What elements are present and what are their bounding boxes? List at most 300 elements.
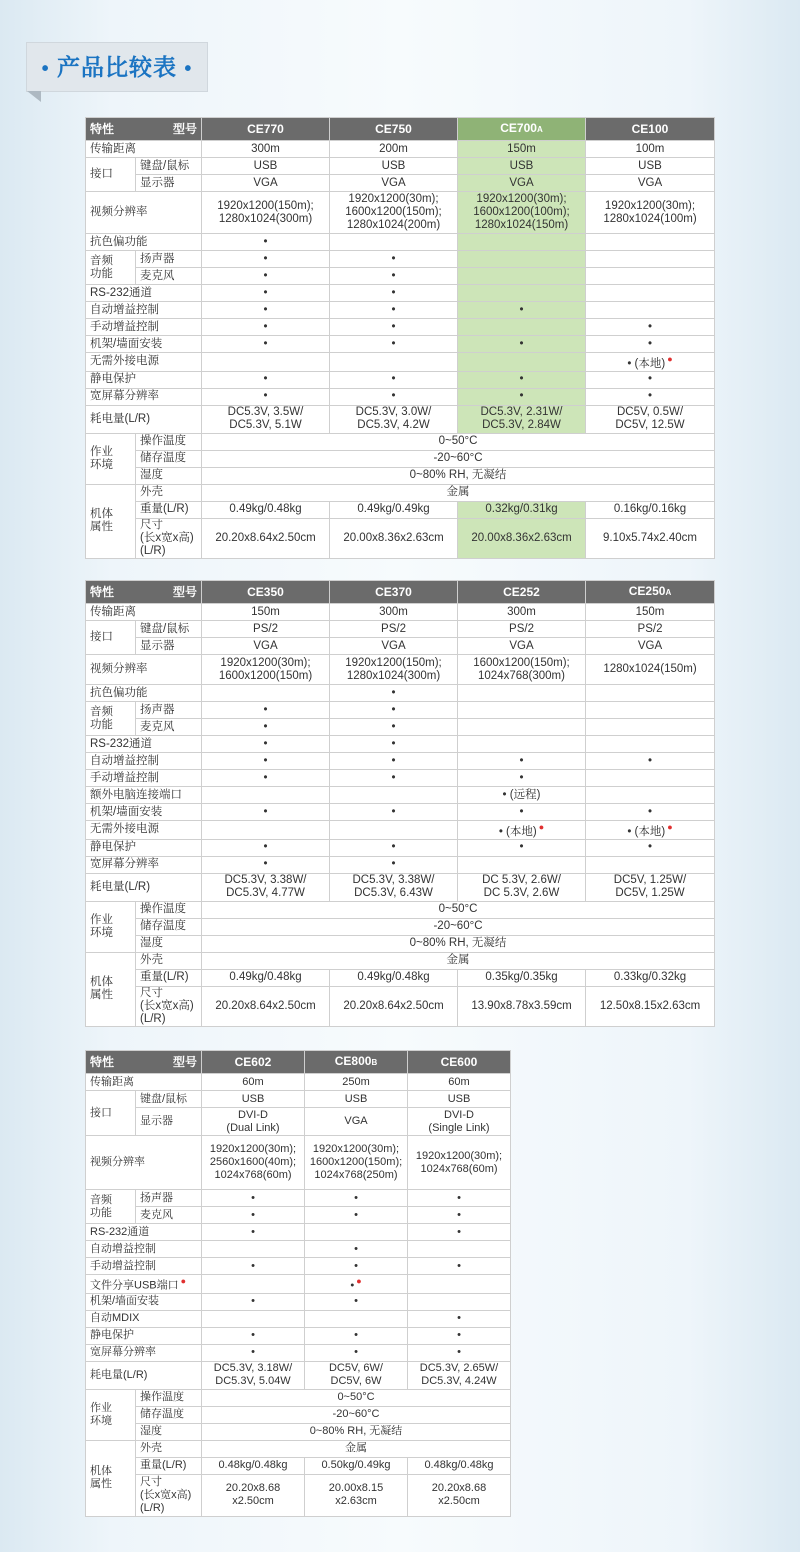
cell: • <box>202 1224 305 1241</box>
cell <box>458 353 586 372</box>
table-row <box>86 856 715 873</box>
cell: • <box>202 1327 305 1344</box>
cell: 20.00x8.15 x2.63cm <box>305 1474 408 1516</box>
row-label: 操作温度 <box>136 433 202 450</box>
cell: PS/2 <box>330 621 458 638</box>
row-label: 尺寸 (长x宽x高) (L/R) <box>136 518 202 558</box>
group-label: 机体 属性 <box>86 484 136 558</box>
cell: 20.20x8.64x2.50cm <box>202 986 330 1026</box>
cell: • <box>305 1327 408 1344</box>
row-label: 手动增益控制 <box>86 1258 202 1275</box>
cell <box>458 702 586 719</box>
table-row <box>86 1293 511 1310</box>
span-cell: 0~50°C <box>202 433 715 450</box>
cell: • <box>330 685 458 702</box>
table-row <box>86 1474 511 1516</box>
cell: 150m <box>586 604 715 621</box>
cell: • <box>330 319 458 336</box>
corner-cell <box>86 118 202 141</box>
row-label: 储存温度 <box>136 918 202 935</box>
cell: • <box>330 736 458 753</box>
row-label: 显示器 <box>136 638 202 655</box>
row-label: 抗色偏功能 <box>86 234 202 251</box>
cell <box>586 353 715 372</box>
cell: DVI-D (Single Link) <box>408 1108 511 1136</box>
cell: • <box>305 1190 408 1207</box>
table-row <box>86 450 715 467</box>
footnote-marker: ● <box>667 354 673 364</box>
row-label: 显示器 <box>136 175 202 192</box>
row-label: 耗电量(L/R) <box>86 405 202 433</box>
table-row <box>86 1091 511 1108</box>
model-header: CE252 <box>458 581 586 604</box>
cell <box>458 856 586 873</box>
cell: 1920x1200(30m); 2560x1600(40m); 1024x768(60m) <box>202 1136 305 1190</box>
row-label: 操作温度 <box>136 1389 202 1406</box>
cell: • <box>586 753 715 770</box>
cell: • <box>330 719 458 736</box>
row-label: 传输距离 <box>86 1074 202 1091</box>
row-label: 无需外接电源 <box>86 353 202 372</box>
table-row <box>86 787 715 804</box>
row-label: 麦克风 <box>136 719 202 736</box>
corner-feature: 特性 <box>90 584 115 599</box>
table-row <box>86 621 715 638</box>
cell <box>586 736 715 753</box>
table-row <box>86 302 715 319</box>
cell: 60m <box>202 1074 305 1091</box>
group-label: 机体 属性 <box>86 952 136 1026</box>
row-label: 扬声器 <box>136 251 202 268</box>
row-label: 湿度 <box>136 935 202 952</box>
row-label: 静电保护 <box>86 839 202 856</box>
cell: 20.00x8.36x2.63cm <box>330 518 458 558</box>
cell: • <box>330 251 458 268</box>
row-label: 扬声器 <box>136 702 202 719</box>
cell: • <box>330 804 458 821</box>
table-row <box>86 484 715 501</box>
footnote-marker: ● <box>667 822 673 832</box>
cell: • <box>408 1224 511 1241</box>
cell: • <box>458 371 586 388</box>
cell: DC5.3V, 2.65W/ DC5.3V, 4.24W <box>408 1361 511 1389</box>
footnote-marker: ● <box>538 822 545 832</box>
cell <box>586 285 715 302</box>
cell <box>330 353 458 372</box>
cell-text: • (本地) <box>627 357 666 370</box>
table-row <box>86 353 715 372</box>
cell: • <box>408 1190 511 1207</box>
cell: VGA <box>202 175 330 192</box>
footnote-marker: ● <box>356 1276 362 1286</box>
row-label: 外壳 <box>136 1440 202 1457</box>
cell: • <box>586 839 715 856</box>
cell-text: • <box>350 1279 355 1292</box>
cell <box>330 821 458 840</box>
model-header: CE100 <box>586 118 715 141</box>
cell: VGA <box>330 638 458 655</box>
cell: • <box>330 302 458 319</box>
cell: • <box>458 753 586 770</box>
cell: DC5.3V, 2.31W/ DC5.3V, 2.84W <box>458 405 586 433</box>
cell: • <box>202 770 330 787</box>
table-header <box>86 581 715 604</box>
table-row <box>86 405 715 433</box>
row-label: 外壳 <box>136 484 202 501</box>
cell: • <box>458 804 586 821</box>
row-label: 耗电量(L/R) <box>86 1361 202 1389</box>
cell <box>586 234 715 251</box>
row-label: 自动增益控制 <box>86 753 202 770</box>
cell: 9.10x5.74x2.40cm <box>586 518 715 558</box>
span-cell: 0~80% RH, 无凝结 <box>202 935 715 952</box>
row-label: 耗电量(L/R) <box>86 873 202 901</box>
group-label: 作业 环境 <box>86 433 136 484</box>
cell: • <box>202 1293 305 1310</box>
cell: 1280x1024(150m) <box>586 655 715 685</box>
cell: • <box>202 1258 305 1275</box>
cell: 200m <box>330 141 458 158</box>
cell: • <box>586 336 715 353</box>
page-title: • 产品比较表 • <box>41 54 193 80</box>
table-row <box>86 839 715 856</box>
cell <box>330 234 458 251</box>
table-row <box>86 371 715 388</box>
cell: 0.49kg/0.49kg <box>330 501 458 518</box>
model-header: CE770 <box>202 118 330 141</box>
cell <box>586 821 715 840</box>
cell: 13.90x8.78x3.59cm <box>458 986 586 1026</box>
cell: • <box>586 804 715 821</box>
cell: USB <box>305 1091 408 1108</box>
group-label: 音频 功能 <box>86 702 136 736</box>
cell: 300m <box>330 604 458 621</box>
cell <box>458 268 586 285</box>
table-row <box>86 1136 511 1190</box>
group-label: 接口 <box>86 621 136 655</box>
row-label: 视频分辨率 <box>86 192 202 234</box>
corner-cell <box>86 581 202 604</box>
cell: DC5.3V, 3.38W/ DC5.3V, 6.43W <box>330 873 458 901</box>
cell <box>586 787 715 804</box>
table-row <box>86 1241 511 1258</box>
table-row <box>86 685 715 702</box>
cell: 20.20x8.64x2.50cm <box>330 986 458 1026</box>
cell <box>202 1241 305 1258</box>
cell: 0.50kg/0.49kg <box>305 1457 408 1474</box>
span-cell: 0~80% RH, 无凝结 <box>202 467 715 484</box>
cell: • <box>202 702 330 719</box>
cell: 0.49kg/0.48kg <box>330 969 458 986</box>
table-row <box>86 969 715 986</box>
table-row <box>86 388 715 405</box>
table-row <box>86 285 715 302</box>
cell: VGA <box>586 638 715 655</box>
model-header: CE750 <box>330 118 458 141</box>
table-row <box>86 1310 511 1327</box>
table-row <box>86 918 715 935</box>
cell: DC5.3V, 3.38W/ DC5.3V, 4.77W <box>202 873 330 901</box>
table-row <box>86 638 715 655</box>
cell: • <box>458 302 586 319</box>
cell: USB <box>202 1091 305 1108</box>
table-row <box>86 935 715 952</box>
cell <box>586 302 715 319</box>
table-row <box>86 501 715 518</box>
cell: VGA <box>458 175 586 192</box>
table-row <box>86 1344 511 1361</box>
table-row <box>86 141 715 158</box>
cell: DVI-D (Dual Link) <box>202 1108 305 1136</box>
span-cell: 金属 <box>202 952 715 969</box>
cell: • <box>408 1310 511 1327</box>
cell: VGA <box>202 638 330 655</box>
cell: DC5V, 6W/ DC5V, 6W <box>305 1361 408 1389</box>
cell: • <box>305 1344 408 1361</box>
row-label: 传输距离 <box>86 604 202 621</box>
corner-model: 型号 <box>172 121 197 136</box>
span-cell: -20~60°C <box>202 918 715 935</box>
cell <box>408 1275 511 1294</box>
cell: • <box>202 719 330 736</box>
table-row <box>86 655 715 685</box>
table-row <box>86 1423 511 1440</box>
cell: • <box>330 702 458 719</box>
cell: • <box>330 856 458 873</box>
cell: 12.50x8.15x2.63cm <box>586 986 715 1026</box>
cell <box>586 770 715 787</box>
row-label: 显示器 <box>136 1108 202 1136</box>
row-label: RS-232通道 <box>86 285 202 302</box>
cell: 150m <box>458 141 586 158</box>
cell: • <box>202 856 330 873</box>
row-label: 自动MDIX <box>86 1310 202 1327</box>
span-cell: -20~60°C <box>202 450 715 467</box>
cell: 150m <box>202 604 330 621</box>
cell: PS/2 <box>458 621 586 638</box>
row-label <box>86 1275 202 1294</box>
span-cell: 金属 <box>202 484 715 501</box>
table-row <box>86 268 715 285</box>
table-row <box>86 1258 511 1275</box>
comparison-table-2 <box>85 580 715 1027</box>
row-label: 尺寸 (长x宽x高) (L/R) <box>136 1474 202 1516</box>
cell <box>586 856 715 873</box>
row-label: 宽屏幕分辨率 <box>86 856 202 873</box>
cell: • <box>202 388 330 405</box>
group-label: 机体 属性 <box>86 1440 136 1516</box>
table-row <box>86 702 715 719</box>
corner-feature: 特性 <box>90 1054 115 1069</box>
span-cell: 0~80% RH, 无凝结 <box>202 1423 511 1440</box>
row-label: 键盘/鼠标 <box>136 621 202 638</box>
span-cell: -20~60°C <box>202 1406 511 1423</box>
cell: DC5V, 0.5W/ DC5V, 12.5W <box>586 405 715 433</box>
cell: • <box>202 285 330 302</box>
cell: 20.20x8.64x2.50cm <box>202 518 330 558</box>
cell <box>586 702 715 719</box>
cell: • <box>330 839 458 856</box>
cell <box>202 353 330 372</box>
cell <box>202 685 330 702</box>
table-row <box>86 336 715 353</box>
cell: VGA <box>458 638 586 655</box>
cell: DC5V, 1.25W/ DC5V, 1.25W <box>586 873 715 901</box>
table-header <box>86 118 715 141</box>
table-row <box>86 736 715 753</box>
cell: • <box>305 1241 408 1258</box>
table-row <box>86 804 715 821</box>
cell: 1920x1200(30m); 1024x768(60m) <box>408 1136 511 1190</box>
table-row <box>86 1440 511 1457</box>
cell: DC5.3V, 3.5W/ DC5.3V, 5.1W <box>202 405 330 433</box>
cell: PS/2 <box>586 621 715 638</box>
cell: • <box>202 336 330 353</box>
cell: 20.20x8.68 x2.50cm <box>408 1474 511 1516</box>
cell: • <box>458 388 586 405</box>
table-row <box>86 753 715 770</box>
model-header: CE602 <box>202 1051 305 1074</box>
cell: • <box>202 251 330 268</box>
row-label: 机架/墙面安装 <box>86 1293 202 1310</box>
row-label: 湿度 <box>136 467 202 484</box>
row-label: 重量(L/R) <box>136 1457 202 1474</box>
row-label: 视频分辨率 <box>86 1136 202 1190</box>
row-label: 尺寸 (长x宽x高) (L/R) <box>136 986 202 1026</box>
cell <box>305 1224 408 1241</box>
cell: • <box>330 336 458 353</box>
cell: • <box>408 1207 511 1224</box>
row-label: 扬声器 <box>136 1190 202 1207</box>
group-label: 接口 <box>86 158 136 192</box>
cell: 0.33kg/0.32kg <box>586 969 715 986</box>
row-label: 重量(L/R) <box>136 501 202 518</box>
cell: • <box>330 371 458 388</box>
cell <box>408 1293 511 1310</box>
table-row <box>86 604 715 621</box>
table-row <box>86 821 715 840</box>
row-label: 重量(L/R) <box>136 969 202 986</box>
corner-cell <box>86 1051 202 1074</box>
cell <box>202 1275 305 1294</box>
cell: • <box>202 753 330 770</box>
cell: • <box>202 319 330 336</box>
cell-text: • (本地) <box>498 825 537 838</box>
cell <box>458 251 586 268</box>
cell <box>202 821 330 840</box>
model-header: CE370 <box>330 581 458 604</box>
cell: • <box>202 1190 305 1207</box>
row-label: 手动增益控制 <box>86 770 202 787</box>
row-label: 机架/墙面安装 <box>86 336 202 353</box>
cell <box>408 1241 511 1258</box>
corner-feature: 特性 <box>90 121 115 136</box>
cell: 1920x1200(30m); 1600x1200(150m) <box>202 655 330 685</box>
cell <box>458 821 586 840</box>
cell: • <box>458 839 586 856</box>
cell: 1920x1200(150m); 1280x1024(300m) <box>202 192 330 234</box>
title-banner <box>26 42 208 92</box>
row-label: 静电保护 <box>86 1327 202 1344</box>
row-label: RS-232通道 <box>86 1224 202 1241</box>
table-row <box>86 1361 511 1389</box>
cell <box>586 719 715 736</box>
table-row <box>86 770 715 787</box>
cell: • <box>408 1344 511 1361</box>
cell: USB <box>330 158 458 175</box>
row-label: 键盘/鼠标 <box>136 1091 202 1108</box>
table-row <box>86 175 715 192</box>
corner-model: 型号 <box>172 584 197 599</box>
table-row <box>86 986 715 1026</box>
cell: USB <box>408 1091 511 1108</box>
cell: • <box>202 268 330 285</box>
cell: • <box>330 770 458 787</box>
span-cell: 金属 <box>202 1440 511 1457</box>
cell: DC5.3V, 3.18W/ DC5.3V, 5.04W <box>202 1361 305 1389</box>
table-row <box>86 1074 511 1091</box>
group-label: 作业 环境 <box>86 1389 136 1440</box>
cell: 20.20x8.68 x2.50cm <box>202 1474 305 1516</box>
cell <box>586 685 715 702</box>
cell: 1600x1200(150m); 1024x768(300m) <box>458 655 586 685</box>
row-label: 储存温度 <box>136 1406 202 1423</box>
cell: • <box>305 1293 408 1310</box>
row-label: 宽屏幕分辨率 <box>86 1344 202 1361</box>
cell: PS/2 <box>202 621 330 638</box>
span-cell: 0~50°C <box>202 901 715 918</box>
cell: 1920x1200(30m); 1600x1200(150m); 1280x1024(200m) <box>330 192 458 234</box>
cell: • <box>202 302 330 319</box>
comparison-table-3 <box>85 1050 511 1517</box>
row-label: 操作温度 <box>136 901 202 918</box>
table-row <box>86 1207 511 1224</box>
cell: 300m <box>458 604 586 621</box>
cell: 0.49kg/0.48kg <box>202 501 330 518</box>
table-row <box>86 467 715 484</box>
cell: DC5.3V, 3.0W/ DC5.3V, 4.2W <box>330 405 458 433</box>
cell: 20.00x8.36x2.63cm <box>458 518 586 558</box>
table-row <box>86 719 715 736</box>
cell <box>202 1310 305 1327</box>
cell: 300m <box>202 141 330 158</box>
footnote-marker: ● <box>180 1276 187 1286</box>
page-title-text: 产品比较表 <box>57 54 177 80</box>
comparison-table-1 <box>85 117 715 559</box>
row-label: 麦克风 <box>136 1207 202 1224</box>
table-row <box>86 433 715 450</box>
cell: 1920x1200(30m); 1600x1200(150m); 1024x768(250m) <box>305 1136 408 1190</box>
row-label: 宽屏幕分辨率 <box>86 388 202 405</box>
cell <box>458 285 586 302</box>
table-row <box>86 518 715 558</box>
cell: • <box>305 1207 408 1224</box>
cell: VGA <box>586 175 715 192</box>
cell: 250m <box>305 1074 408 1091</box>
cell: • <box>305 1258 408 1275</box>
corner-model: 型号 <box>172 1054 197 1069</box>
row-label: 传输距离 <box>86 141 202 158</box>
cell: • <box>202 804 330 821</box>
cell: 0.16kg/0.16kg <box>586 501 715 518</box>
cell <box>330 787 458 804</box>
row-label: 额外电脑连接端口 <box>86 787 202 804</box>
table-row <box>86 1275 511 1294</box>
cell <box>458 234 586 251</box>
cell <box>305 1275 408 1294</box>
table-row <box>86 952 715 969</box>
row-label: 外壳 <box>136 952 202 969</box>
